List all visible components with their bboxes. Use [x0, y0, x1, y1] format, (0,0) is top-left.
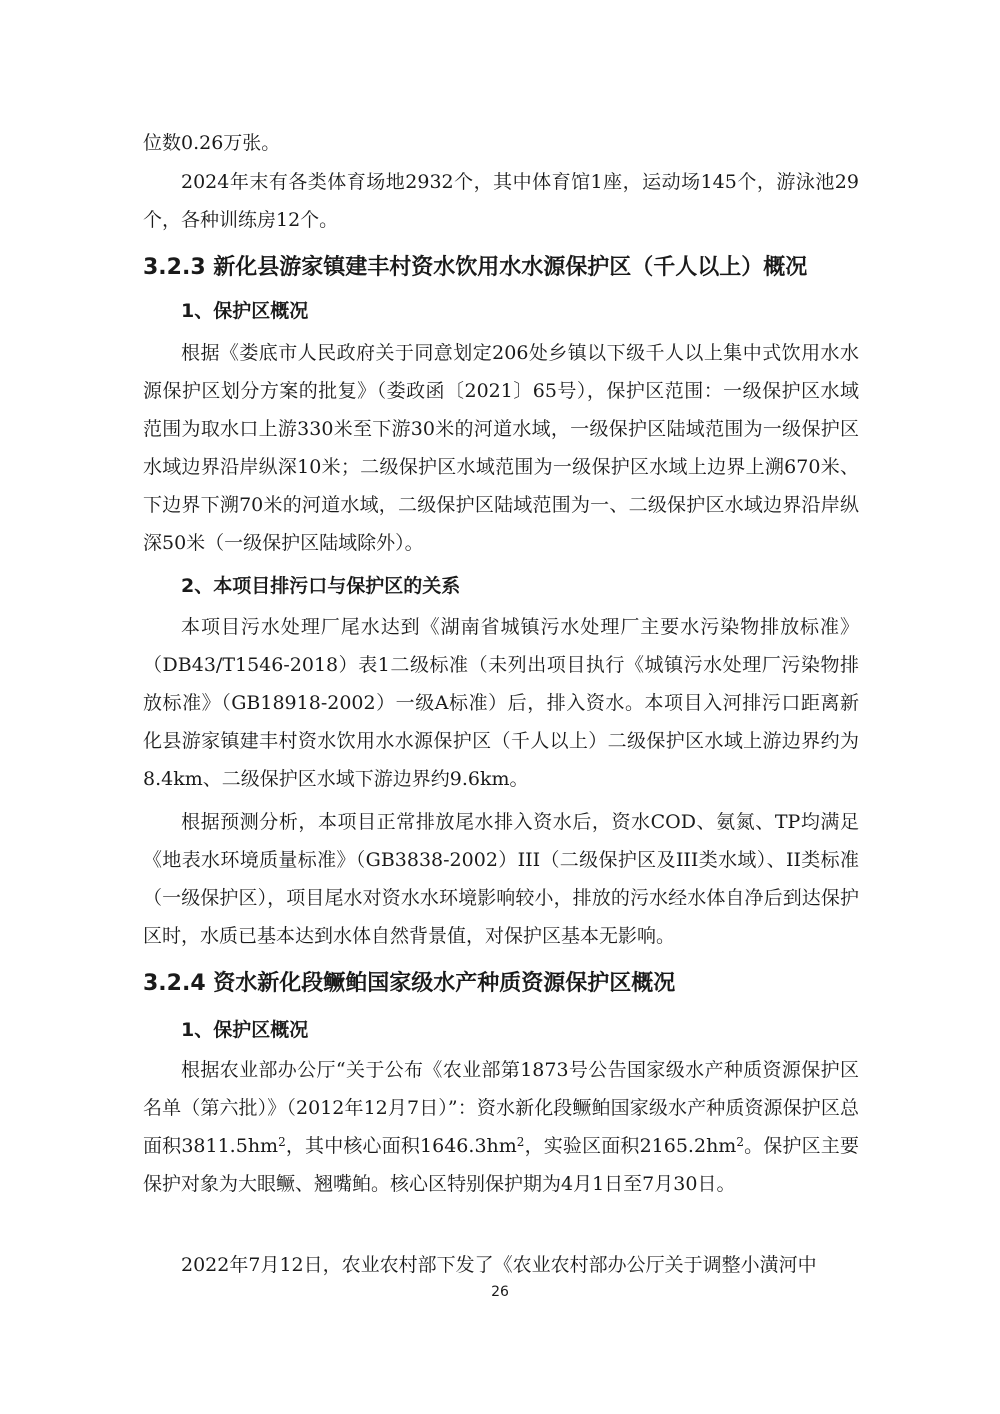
- subheading-outfall-relation: 2、本项目排污口与保护区的关系: [181, 575, 461, 597]
- text-segment: 根据农业部办公厅“关于公布《农业部第1873号公告国家级水产种质资源保护区名单（第六批）》（2012年12月7日）”：资水新化段鳜鲌国家级水产种质资源保护区总面积3811.5hm: [143, 1059, 859, 1157]
- page-number: 26: [491, 1284, 509, 1300]
- subheading-fish-reserve-overview: 1、保护区概况: [181, 1019, 309, 1041]
- paragraph-2022-notice: 2022年7月12日，农业农村部下发了《农业农村部办公厅关于调整小潢河中: [181, 1254, 817, 1276]
- section-heading-3-2-4: 3.2.4 资水新化段鳜鲌国家级水产种质资源保护区概况: [143, 971, 676, 996]
- superscript: 2: [278, 1135, 286, 1149]
- text-segment: ，实验区面积2165.2hm: [524, 1135, 737, 1157]
- paragraph-outfall-standards: 本项目污水处理厂尾水达到《湖南省城镇污水处理厂主要水污染物排放标准》（DB43/T1546-2018）表1二级标准（未列出项目执行《城镇污水处理厂污染物排放标准》（GB18918-2002）一级A标准）后，排入资水。本项目入河排污口距离新化县游家镇建丰村资水饮用水水源保护区（千人以上）二级保护区水域上游边界约为8.4km、二级保护区水域下游边界约9.6km。: [143, 616, 859, 790]
- paragraph-protection-scope: 根据《娄底市人民政府关于同意划定206处乡镇以下级千人以上集中式饮用水水源保护区划分方案的批复》（娄政函〔2021〕65号），保护区范围：一级保护区水域范围为取水口上游330米至下游30米的河道水域，一级保护区陆域范围为一级保护区水域边界沿岸纵深10米；二级保护区水域范围为一级保护区水域上边界上溯670米、下边界下溯70米的河道水域，二级保护区陆域范围为一、二级保护区水域边界沿岸纵深50米（一级保护区陆域除外）。: [143, 342, 859, 554]
- paragraph-sports-facilities: 2024年末有各类体育场地2932个，其中体育馆1座，运动场145个，游泳池29个，各种训练房12个。: [143, 171, 859, 231]
- paragraph-intro-end: 位数0.26万张。: [143, 132, 281, 154]
- text-segment: ，其中核心面积1646.3hm: [285, 1135, 517, 1157]
- text-segment: 。保护区主要保护对象为大眼鳜、翘嘴鲌。核心区特别保护期为4月1日至7月30日。: [143, 1135, 859, 1195]
- section-heading-3-2-3: 3.2.3 新化县游家镇建丰村资水饮用水水源保护区（千人以上）概况: [143, 255, 808, 280]
- superscript: 2: [736, 1135, 744, 1149]
- paragraph-fish-reserve-area: [143, 1051, 859, 1203]
- paragraph-prediction-analysis: 根据预测分析，本项目正常排放尾水排入资水后，资水COD、氨氮、TP均满足《地表水环境质量标准》（GB3838-2002）III（二级保护区及III类水域）、II类标准（一级保护区），项目尾水对资水水环境影响较小，排放的污水经水体自净后到达保护区时，水质已基本达到水体自然背景值，对保护区基本无影响。: [143, 811, 859, 947]
- subheading-protection-area-overview: 1、保护区概况: [181, 300, 309, 322]
- superscript: 2: [516, 1135, 525, 1149]
